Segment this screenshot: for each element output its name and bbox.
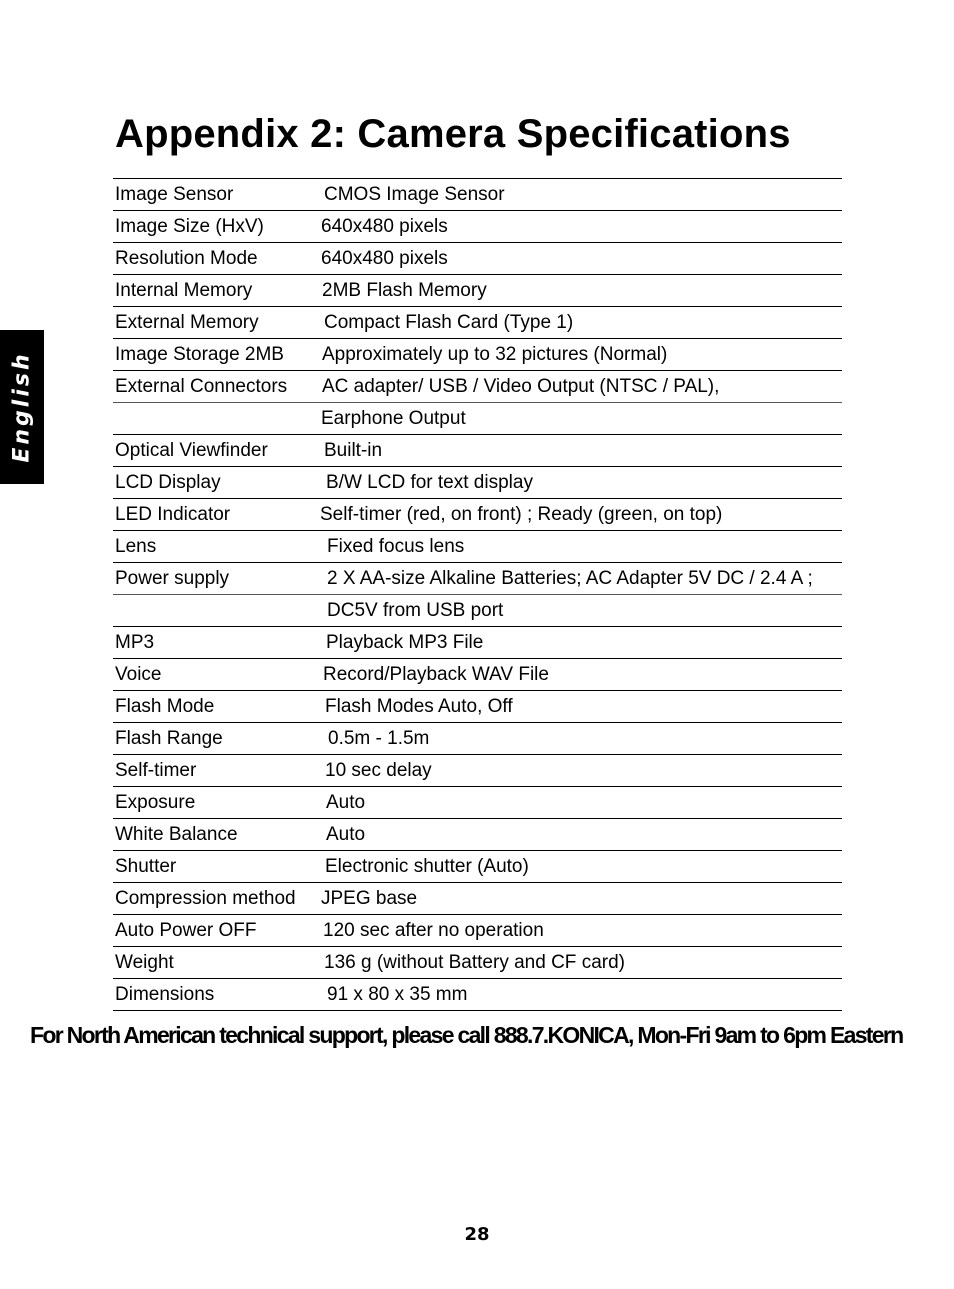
spec-row [113, 179, 842, 211]
spec-label: External Connectors [115, 376, 288, 397]
spec-value: 640x480 pixels [321, 248, 448, 269]
spec-label: Internal Memory [115, 280, 253, 301]
spec-row [113, 691, 842, 723]
spec-row [113, 851, 842, 883]
language-side-tab [0, 330, 44, 484]
page-title: Appendix 2: Camera Specifications [115, 112, 791, 156]
spec-value: JPEG base [321, 888, 418, 909]
spec-value: DC5V from USB port [327, 600, 504, 621]
spec-value: Flash Modes Auto, Off [325, 696, 513, 717]
spec-value: Fixed focus lens [327, 536, 465, 557]
spec-row [113, 403, 842, 435]
spec-value: 136 g (without Battery and CF card) [324, 952, 625, 973]
spec-label: Exposure [115, 792, 196, 813]
spec-value: AC adapter/ USB / Video Output (NTSC / PAL), [322, 376, 720, 397]
spec-value: Earphone Output [321, 408, 466, 429]
spec-value: B/W LCD for text display [326, 472, 533, 493]
spec-row [113, 883, 842, 915]
spec-value: Self-timer (red, on front) ; Ready (green, on top) [320, 504, 723, 525]
spec-value: Auto [326, 792, 366, 813]
spec-row [113, 307, 842, 339]
spec-label: Resolution Mode [115, 248, 258, 269]
spec-value: Record/Playback WAV File [323, 664, 549, 685]
spec-row [113, 755, 842, 787]
spec-label: Image Size (HxV) [115, 216, 264, 237]
spec-label: Lens [115, 536, 157, 557]
spec-row [113, 499, 842, 531]
spec-label: External Memory [115, 312, 259, 333]
spec-value: 640x480 pixels [321, 216, 448, 237]
spec-row [113, 211, 842, 243]
spec-label: Image Sensor [115, 184, 234, 205]
spec-label: Auto Power OFF [115, 920, 257, 941]
spec-row [113, 723, 842, 755]
spec-label: Voice [115, 664, 162, 685]
specifications-table [113, 178, 842, 1011]
spec-label: Flash Mode [115, 696, 215, 717]
spec-row [113, 435, 842, 467]
spec-row [113, 627, 842, 659]
spec-value: Approximately up to 32 pictures (Normal) [322, 344, 668, 365]
spec-row [113, 243, 842, 275]
spec-row [113, 371, 842, 403]
spec-label: LED Indicator [115, 504, 231, 525]
spec-label: Optical Viewfinder [115, 440, 268, 461]
spec-row [113, 275, 842, 307]
spec-value: 91 x 80 x 35 mm [327, 984, 468, 1005]
spec-value: Compact Flash Card (Type 1) [324, 312, 574, 333]
spec-label: LCD Display [115, 472, 221, 493]
spec-row [113, 787, 842, 819]
spec-label: Weight [115, 952, 174, 973]
spec-value: Built-in [324, 440, 383, 461]
spec-label: Flash Range [115, 728, 223, 749]
spec-label: Shutter [115, 856, 177, 877]
spec-value: 2 X AA-size Alkaline Batteries; AC Adapter 5V DC / 2.4 A ; [327, 568, 813, 589]
spec-value: Electronic shutter (Auto) [325, 856, 529, 877]
language-label: English [9, 351, 35, 463]
spec-row [113, 819, 842, 851]
spec-value: 120 sec after no operation [323, 920, 544, 941]
spec-label: Compression method [115, 888, 296, 909]
spec-row [113, 595, 842, 627]
spec-value: CMOS Image Sensor [324, 184, 505, 205]
spec-value: 10 sec delay [325, 760, 432, 781]
spec-row [113, 979, 842, 1011]
spec-label: MP3 [115, 632, 155, 653]
spec-row [113, 915, 842, 947]
spec-label: Self-timer [115, 760, 197, 781]
spec-row [113, 531, 842, 563]
support-notice: For North American technical support, please call 888.7.KONICA, Mon-Fri 9am to 6pm Eastern [30, 1022, 903, 1048]
spec-label: Dimensions [115, 984, 215, 1005]
spec-row [113, 467, 842, 499]
spec-value: 0.5m - 1.5m [328, 728, 430, 749]
spec-label: Power supply [115, 568, 230, 589]
spec-row [113, 947, 842, 979]
spec-label: White Balance [115, 824, 238, 845]
page-number: 28 [464, 1224, 490, 1245]
spec-value: Playback MP3 File [326, 632, 484, 653]
spec-row [113, 659, 842, 691]
spec-row [113, 563, 842, 595]
spec-value: Auto [326, 824, 366, 845]
spec-label: Image Storage 2MB [115, 344, 284, 365]
spec-value: 2MB Flash Memory [322, 280, 487, 301]
spec-row [113, 339, 842, 371]
